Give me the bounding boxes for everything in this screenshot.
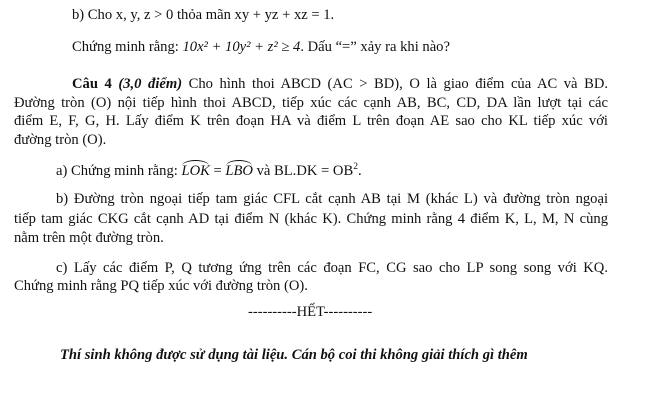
end-mark bbox=[248, 303, 372, 321]
part-b-prev-line-1 bbox=[72, 6, 334, 24]
angle-lok: LOK bbox=[181, 160, 209, 180]
cau4-line-3 bbox=[14, 112, 608, 130]
part-b-text-1: b) Đường tròn ngoại tiếp tam giác CFL cắt cạnh AB tại M (khác L) và đường tròn ngoại bbox=[56, 191, 608, 207]
equality-question: . Dấu “=” xảy ra khi nào? bbox=[300, 39, 450, 55]
end-mark-text: ----------HẾT---------- bbox=[248, 304, 373, 320]
part-a-line bbox=[56, 160, 362, 180]
part-b-prev-line-2 bbox=[72, 38, 450, 56]
part-b-text-2: tiếp tam giác CKG cắt cạnh AD tại điểm N (khác K). Chứng minh rằng 4 điểm K, L, M, N cùng bbox=[14, 211, 608, 227]
cau4-text-1: Cho hình thoi ABCD (AC > BD), O là giao điểm của AC và BD. bbox=[188, 76, 609, 92]
part-b-prev-text: b) Cho x, y, z > 0 thỏa mãn xy + yz + xz = 1. bbox=[72, 7, 335, 23]
angle-lbo: LBO bbox=[225, 160, 253, 180]
part-c-text-2: Chứng minh rằng PQ tiếp xúc với đường tròn (O). bbox=[14, 278, 308, 294]
cau4-line-4 bbox=[14, 131, 106, 149]
question-points: (3,0 điểm) bbox=[118, 76, 183, 92]
cau4-line-2 bbox=[14, 94, 608, 112]
part-b-line-3 bbox=[14, 229, 164, 247]
footer-note bbox=[60, 346, 528, 364]
prove-label: Chứng minh rằng: bbox=[72, 39, 183, 55]
part-c-text-1: c) Lấy các điểm P, Q tương ứng trên các đoạn FC, CG sao cho LP song song với KQ. bbox=[56, 260, 608, 276]
question-heading: Câu 4 bbox=[72, 76, 112, 92]
part-c-line-1 bbox=[56, 259, 608, 277]
part-b-line-1 bbox=[56, 190, 608, 208]
part-c-line-2 bbox=[14, 277, 308, 295]
part-a-prefix: a) Chứng minh rằng: bbox=[56, 163, 182, 179]
part-b-text-3: nằm trên một đường tròn. bbox=[14, 230, 164, 246]
inequality-math: 10x² + 10y² + z² ≥ 4 bbox=[182, 39, 301, 55]
footer-note-text: Thí sinh không được sử dụng tài liệu. Cán bộ coi thi không giải thích gì thêm bbox=[60, 347, 528, 363]
cau4-text-4: đường tròn (O). bbox=[14, 132, 107, 148]
equals-sign: = bbox=[209, 163, 226, 179]
part-a-mid: và BL.DK = OB bbox=[252, 163, 354, 179]
cau4-line-1 bbox=[72, 75, 608, 93]
part-b-line-2 bbox=[14, 210, 608, 228]
cau4-text-2: Đường tròn (O) nội tiếp hình thoi ABCD, tiếp xúc các cạnh AB, BC, CD, DA lần lượt tại các bbox=[14, 95, 608, 111]
cau4-text-3: điểm E, F, G, H. Lấy điểm K trên đoạn HA và điểm L trên đoạn AE sao cho KL tiếp xúc với bbox=[14, 113, 608, 129]
part-a-end: . bbox=[357, 163, 362, 179]
exponent: 2 bbox=[353, 162, 358, 172]
